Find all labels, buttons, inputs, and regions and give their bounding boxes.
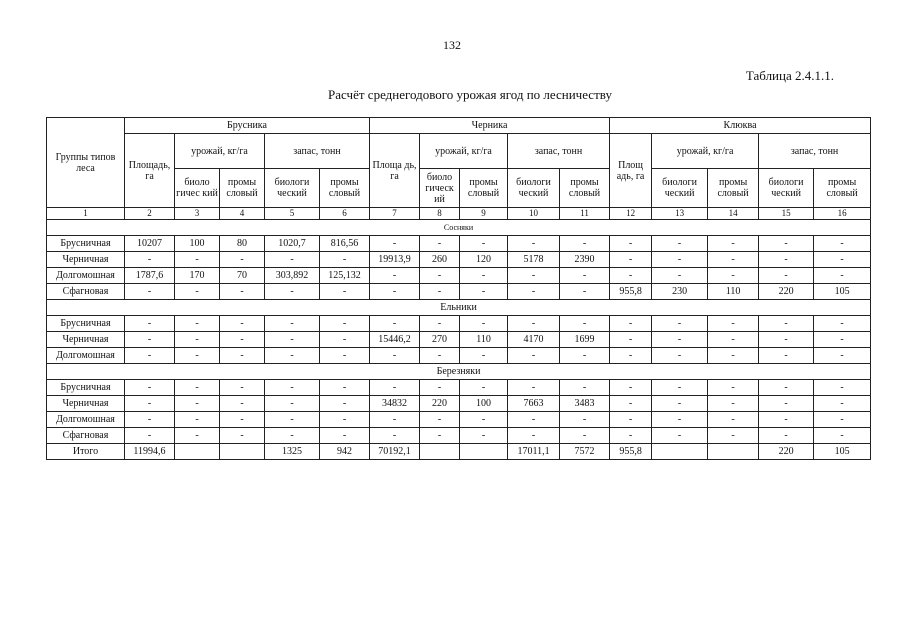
forest-type-label: Брусничная xyxy=(47,380,125,396)
table-cell: 100 xyxy=(460,396,508,412)
table-cell: - xyxy=(220,348,265,364)
table-cell: - xyxy=(320,396,370,412)
forest-type-label: Брусничная xyxy=(47,236,125,252)
total-label: Итого xyxy=(47,444,125,460)
total-cell xyxy=(460,444,508,460)
table-cell: - xyxy=(708,332,759,348)
table-cell: - xyxy=(175,428,220,444)
table-cell: - xyxy=(610,316,652,332)
area-header: Площадь, га xyxy=(125,134,175,208)
table-cell: 3483 xyxy=(560,396,610,412)
table-header xyxy=(47,118,871,220)
table-cell: - xyxy=(175,396,220,412)
table-cell: 34832 xyxy=(370,396,420,412)
table-cell: 1020,7 xyxy=(265,236,320,252)
table-cell: - xyxy=(220,284,265,300)
sub-header: промы словый xyxy=(708,169,759,208)
stock-header: запас, тонн xyxy=(508,134,610,169)
column-number: 16 xyxy=(814,208,871,220)
stock-header: запас, тонн xyxy=(265,134,370,169)
forest-type-label: Долгомошная xyxy=(47,412,125,428)
table-cell: - xyxy=(125,316,175,332)
table-cell: - xyxy=(508,428,560,444)
table-cell: - xyxy=(560,316,610,332)
table-cell: - xyxy=(652,348,708,364)
yield-header: урожай, кг/га xyxy=(420,134,508,169)
table-cell: - xyxy=(759,348,814,364)
table-cell: - xyxy=(420,316,460,332)
sub-header: биологи ческий xyxy=(759,169,814,208)
table-cell: - xyxy=(652,396,708,412)
table-cell: - xyxy=(175,332,220,348)
page-number: 132 xyxy=(443,38,461,52)
table-cell: - xyxy=(610,348,652,364)
table-cell: - xyxy=(508,316,560,332)
table-cell: - xyxy=(320,412,370,428)
table-cell: 955,8 xyxy=(610,284,652,300)
table-cell: - xyxy=(320,380,370,396)
table-cell: 110 xyxy=(460,332,508,348)
column-number: 12 xyxy=(610,208,652,220)
yield-header: урожай, кг/га xyxy=(175,134,265,169)
column-number: 3 xyxy=(175,208,220,220)
table-cell: 1699 xyxy=(560,332,610,348)
total-cell: 220 xyxy=(759,444,814,460)
table-cell: - xyxy=(708,236,759,252)
table-cell: - xyxy=(125,380,175,396)
table-cell: - xyxy=(265,284,320,300)
forest-type-label: Черничная xyxy=(47,396,125,412)
table-cell: - xyxy=(652,428,708,444)
table-row xyxy=(47,268,871,284)
table-cell: - xyxy=(814,348,871,364)
table-cell: - xyxy=(265,396,320,412)
sub-header: промы словый xyxy=(814,169,871,208)
table-cell: - xyxy=(320,252,370,268)
table-cell: - xyxy=(220,412,265,428)
table-cell: - xyxy=(560,348,610,364)
table-cell: 4170 xyxy=(508,332,560,348)
table-cell: - xyxy=(420,412,460,428)
total-cell: 17011,1 xyxy=(508,444,560,460)
table-cell: 19913,9 xyxy=(370,252,420,268)
table-cell: - xyxy=(220,316,265,332)
yield-table xyxy=(46,117,871,460)
table-cell: 303,892 xyxy=(265,268,320,284)
table-cell: - xyxy=(814,316,871,332)
table-cell: - xyxy=(370,348,420,364)
table-cell: - xyxy=(610,380,652,396)
table-row xyxy=(47,428,871,444)
table-cell: 230 xyxy=(652,284,708,300)
table-cell: - xyxy=(814,428,871,444)
table-cell: - xyxy=(652,252,708,268)
section-row xyxy=(47,300,871,316)
table-cell: - xyxy=(652,268,708,284)
table-cell: - xyxy=(759,236,814,252)
table-cell: - xyxy=(508,380,560,396)
crop-header-cowberry: Брусника xyxy=(125,118,370,134)
table-cell: - xyxy=(125,284,175,300)
table-cell: - xyxy=(320,316,370,332)
table-cell: - xyxy=(125,348,175,364)
table-cell: - xyxy=(265,348,320,364)
table-cell: 15446,2 xyxy=(370,332,420,348)
table-cell: - xyxy=(125,428,175,444)
table-cell: - xyxy=(220,380,265,396)
table-cell: - xyxy=(652,332,708,348)
table-cell: - xyxy=(320,428,370,444)
total-cell xyxy=(708,444,759,460)
forest-type-label: Черничная xyxy=(47,332,125,348)
forest-type-label: Брусничная xyxy=(47,316,125,332)
table-cell: - xyxy=(814,396,871,412)
crop-header-blueberry: Черника xyxy=(370,118,610,134)
total-cell: 70192,1 xyxy=(370,444,420,460)
yield-header: урожай, кг/га xyxy=(652,134,759,169)
column-number: 15 xyxy=(759,208,814,220)
column-number: 14 xyxy=(708,208,759,220)
total-row xyxy=(47,444,871,460)
table-cell: - xyxy=(708,380,759,396)
table-cell: 2390 xyxy=(560,252,610,268)
table-cell: - xyxy=(370,428,420,444)
table-cell: 1787,6 xyxy=(125,268,175,284)
table-cell: 220 xyxy=(420,396,460,412)
table-cell: - xyxy=(460,284,508,300)
table-cell: 120 xyxy=(460,252,508,268)
total-cell xyxy=(175,444,220,460)
column-number: 9 xyxy=(460,208,508,220)
crop-header-cranberry: Клюква xyxy=(610,118,871,134)
column-number: 5 xyxy=(265,208,320,220)
forest-type-label: Долгомошная xyxy=(47,268,125,284)
table-cell: - xyxy=(508,284,560,300)
table-cell: - xyxy=(265,380,320,396)
table-cell: - xyxy=(610,396,652,412)
group-column-header: Группы типов леса xyxy=(47,118,125,208)
table-cell: - xyxy=(560,380,610,396)
table-cell: 105 xyxy=(814,284,871,300)
table-cell: - xyxy=(460,236,508,252)
table-cell: - xyxy=(508,268,560,284)
table-cell: - xyxy=(560,412,610,428)
forest-type-label: Сфагновая xyxy=(47,428,125,444)
table-cell: - xyxy=(508,412,560,428)
section-title: Ельники xyxy=(47,300,871,316)
table-cell: - xyxy=(814,332,871,348)
column-number: 13 xyxy=(652,208,708,220)
table-cell: - xyxy=(370,380,420,396)
sub-header: промы словый xyxy=(560,169,610,208)
table-cell: - xyxy=(560,284,610,300)
table-cell: - xyxy=(708,348,759,364)
sub-header: промы словый xyxy=(320,169,370,208)
table-row xyxy=(47,316,871,332)
total-cell: 1325 xyxy=(265,444,320,460)
table-cell: - xyxy=(460,316,508,332)
table-cell: 100 xyxy=(175,236,220,252)
table-cell: - xyxy=(320,348,370,364)
table-cell: - xyxy=(814,412,871,428)
sub-header: промы словый xyxy=(220,169,265,208)
sub-header: биологи ческий xyxy=(508,169,560,208)
sub-header: биоло гическ ий xyxy=(420,169,460,208)
table-cell: 110 xyxy=(708,284,759,300)
table-cell: - xyxy=(175,316,220,332)
table-cell: 7663 xyxy=(508,396,560,412)
forest-type-label: Долгомошная xyxy=(47,348,125,364)
column-number: 6 xyxy=(320,208,370,220)
table-cell: - xyxy=(814,268,871,284)
table-cell: - xyxy=(220,428,265,444)
table-cell: - xyxy=(652,316,708,332)
table-cell: - xyxy=(610,428,652,444)
column-number: 4 xyxy=(220,208,265,220)
table-cell: - xyxy=(370,236,420,252)
total-cell xyxy=(220,444,265,460)
table-cell: 816,56 xyxy=(320,236,370,252)
table-cell: - xyxy=(370,412,420,428)
table-row xyxy=(47,236,871,252)
table-cell: - xyxy=(708,316,759,332)
table-cell: - xyxy=(814,236,871,252)
table-cell: - xyxy=(265,332,320,348)
table-cell: - xyxy=(460,380,508,396)
table-row xyxy=(47,396,871,412)
table-cell: - xyxy=(560,268,610,284)
table-cell: - xyxy=(265,428,320,444)
table-cell: - xyxy=(652,236,708,252)
column-number: 2 xyxy=(125,208,175,220)
table-cell: - xyxy=(814,252,871,268)
table-cell: - xyxy=(420,284,460,300)
table-cell: - xyxy=(652,412,708,428)
table-cell: - xyxy=(708,396,759,412)
table-cell: - xyxy=(759,316,814,332)
table-cell: - xyxy=(610,332,652,348)
table-cell: - xyxy=(420,268,460,284)
table-cell: - xyxy=(508,348,560,364)
table-cell: - xyxy=(759,380,814,396)
section-row xyxy=(47,364,871,380)
table-cell: - xyxy=(460,412,508,428)
table-cell: - xyxy=(175,252,220,268)
table-cell: 80 xyxy=(220,236,265,252)
table-cell: - xyxy=(610,236,652,252)
table-row xyxy=(47,284,871,300)
table-cell: - xyxy=(125,252,175,268)
table-cell: - xyxy=(175,284,220,300)
table-cell: - xyxy=(460,268,508,284)
sub-header: биологи ческий xyxy=(265,169,320,208)
table-row xyxy=(47,332,871,348)
forest-type-label: Черничная xyxy=(47,252,125,268)
table-cell: - xyxy=(652,380,708,396)
document-title: Расчёт среднегодового урожая ягод по лесничеству xyxy=(328,87,612,102)
total-cell xyxy=(652,444,708,460)
table-cell: - xyxy=(175,348,220,364)
table-cell: 10207 xyxy=(125,236,175,252)
table-cell: - xyxy=(560,236,610,252)
total-cell: 955,8 xyxy=(610,444,652,460)
table-cell: - xyxy=(759,396,814,412)
table-cell: - xyxy=(610,412,652,428)
column-number: 10 xyxy=(508,208,560,220)
table-cell: - xyxy=(175,412,220,428)
table-cell: 5178 xyxy=(508,252,560,268)
sub-header: промы словый xyxy=(460,169,508,208)
table-cell: - xyxy=(220,396,265,412)
total-cell: 7572 xyxy=(560,444,610,460)
table-cell: - xyxy=(708,268,759,284)
table-cell: 125,132 xyxy=(320,268,370,284)
table-cell: - xyxy=(220,252,265,268)
table-cell: - xyxy=(708,252,759,268)
column-number: 1 xyxy=(47,208,125,220)
table-cell: - xyxy=(708,428,759,444)
table-cell: - xyxy=(125,396,175,412)
table-cell: - xyxy=(175,380,220,396)
table-cell: - xyxy=(265,412,320,428)
table-cell: - xyxy=(420,380,460,396)
total-cell: 942 xyxy=(320,444,370,460)
table-cell: - xyxy=(420,348,460,364)
column-number: 8 xyxy=(420,208,460,220)
column-number: 7 xyxy=(370,208,420,220)
table-cell: 220 xyxy=(759,284,814,300)
sub-header: биологи ческий xyxy=(652,169,708,208)
total-cell xyxy=(420,444,460,460)
table-cell: 260 xyxy=(420,252,460,268)
table-cell: - xyxy=(220,332,265,348)
table-cell: - xyxy=(560,428,610,444)
table-cell: 170 xyxy=(175,268,220,284)
sub-header: биоло гичес кий xyxy=(175,169,220,208)
table-cell: - xyxy=(370,268,420,284)
section-title: Березняки xyxy=(47,364,871,380)
table-cell: - xyxy=(125,332,175,348)
table-cell: - xyxy=(265,252,320,268)
table-cell: 70 xyxy=(220,268,265,284)
table-cell: - xyxy=(265,316,320,332)
table-cell: - xyxy=(370,284,420,300)
table-cell: - xyxy=(759,268,814,284)
table-row xyxy=(47,252,871,268)
table-cell: - xyxy=(610,268,652,284)
section-row xyxy=(47,220,871,236)
total-cell: 105 xyxy=(814,444,871,460)
column-number-row xyxy=(47,208,871,220)
table-cell: - xyxy=(320,332,370,348)
table-cell: 270 xyxy=(420,332,460,348)
section-title: Сосняки xyxy=(47,220,871,236)
table-cell: - xyxy=(370,316,420,332)
table-cell: - xyxy=(759,252,814,268)
table-cell: - xyxy=(814,380,871,396)
column-number: 11 xyxy=(560,208,610,220)
table-cell: - xyxy=(759,412,814,428)
area-header: Площ адь, га xyxy=(610,134,652,208)
table-row xyxy=(47,412,871,428)
table-cell: - xyxy=(610,252,652,268)
table-row xyxy=(47,380,871,396)
table-cell: - xyxy=(420,428,460,444)
table-cell: - xyxy=(125,412,175,428)
table-cell: - xyxy=(708,412,759,428)
table-cell: - xyxy=(759,332,814,348)
table-cell: - xyxy=(460,348,508,364)
table-row xyxy=(47,348,871,364)
table-id: Таблица 2.4.1.1. xyxy=(745,68,834,83)
table-body xyxy=(47,220,871,460)
stock-header: запас, тонн xyxy=(759,134,871,169)
table-cell: - xyxy=(460,428,508,444)
table-cell: - xyxy=(508,236,560,252)
area-header: Площа дь, га xyxy=(370,134,420,208)
table-cell: - xyxy=(320,284,370,300)
table-cell: - xyxy=(420,236,460,252)
total-cell: 11994,6 xyxy=(125,444,175,460)
forest-type-label: Сфагновая xyxy=(47,284,125,300)
table-cell: - xyxy=(759,428,814,444)
